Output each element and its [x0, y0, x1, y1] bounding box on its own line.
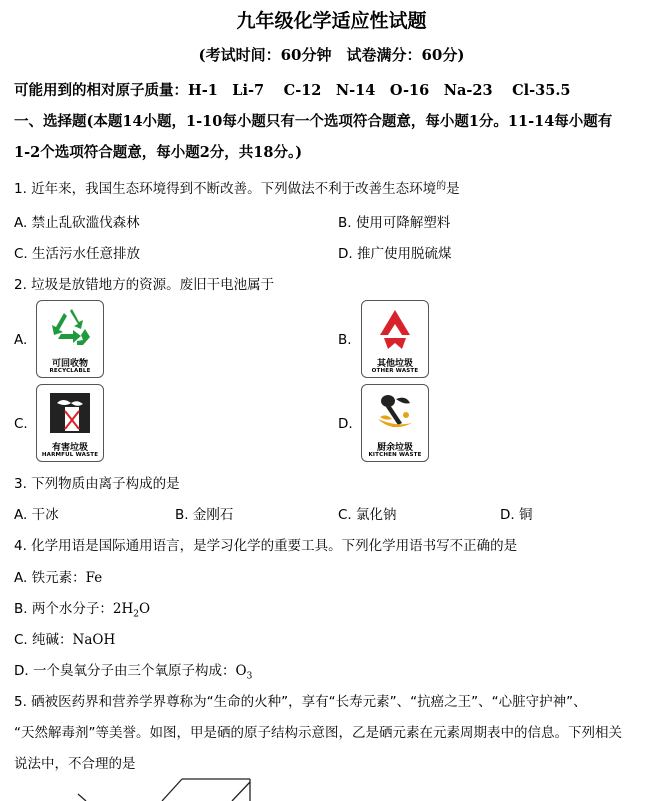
question-5-stem-line3: 说法中，不合理的是: [14, 756, 136, 772]
question-1-option-a: A. 禁止乱砍滥伐森林: [14, 215, 140, 231]
question-1-stem-text: 1. 近年来，我国生态环境得到不断改善。下列做法不利于改善生态环境: [14, 181, 437, 197]
question-1-option-b: B. 使用可降解塑料: [338, 215, 451, 231]
water-formula-pre: 2H: [112, 601, 134, 617]
question-1-stem-end: 是: [446, 181, 460, 197]
kitchen-waste-label: 厨余垃圾: [376, 443, 413, 453]
iron-symbol: Fe: [85, 570, 103, 586]
other-waste-label-en: OTHER WASTE: [371, 368, 419, 374]
question-4-stem: 4. 化学用语是国际通用语言，是学习化学的重要工具。下列化学用语书写不正确的是: [14, 538, 518, 554]
question-2-option-a: A.: [14, 332, 28, 348]
question-4-option-b-text: B. 两个水分子：: [14, 601, 113, 617]
question-3-stem: 3. 下列物质由离子构成的是: [14, 476, 180, 492]
water-formula-sub: 2: [133, 609, 139, 620]
harmful-waste-label-en: HARMFUL WASTE: [41, 452, 99, 458]
question-3-option-c: C. 氯化钠: [338, 507, 397, 523]
harmful-waste-label: 有害垃圾: [51, 443, 88, 453]
section-one-heading-cont: 1-2个选项符合题意，每小题2分，共18分。): [14, 144, 303, 161]
selenium-figure-partial: [60, 776, 280, 801]
question-4-option-a-text: A. 铁元素：: [14, 570, 86, 586]
ozone-formula-sub: 3: [246, 671, 253, 682]
question-4-option-b: [14, 597, 150, 620]
question-3-option-b: B. 金刚石: [175, 507, 234, 523]
kitchen-waste-icon: [366, 389, 424, 437]
harmful-waste-icon: [41, 389, 99, 437]
water-formula-post: O: [138, 601, 151, 617]
recyclable-label: 可回收物: [51, 359, 88, 369]
ozone-formula: [235, 663, 253, 682]
question-2-option-b: B.: [338, 332, 352, 348]
question-1-option-c: C. 生活污水任意排放: [14, 246, 141, 262]
question-2-option-d: D.: [338, 416, 353, 432]
atomic-masses: 可能用到的相对原子质量：H-1 Li-7 C-12 N-14 O-16 Na-23 Cl-35.5: [14, 82, 571, 99]
question-5-stem-line1: 5. 硒被医药界和营养学界尊称为“生命的火种”，享有“长寿元素”、“抗癌之王”、“心脏守护神”、: [14, 694, 587, 710]
question-2-stem: 2. 垃圾是放错地方的资源。废旧干电池属于: [14, 277, 275, 293]
other-waste-bin-sign: [361, 300, 429, 378]
question-4-option-a: [14, 566, 102, 586]
question-1-stem: [14, 177, 460, 197]
ozone-formula-pre: O: [235, 663, 247, 679]
question-3-option-d: D. 铜: [500, 507, 533, 523]
question-4-option-c-text: C. 纯碱：: [14, 632, 73, 648]
kitchen-waste-label-en: KITCHEN WASTE: [368, 452, 422, 458]
kitchen-waste-bin-sign: [361, 384, 429, 462]
exam-info: (考试时间：60分钟 试卷满分：60分): [198, 46, 465, 64]
question-1-stem-sup: 的: [436, 181, 447, 192]
page-title: 九年级化学适应性试题: [236, 10, 427, 32]
water-formula: [112, 601, 151, 620]
question-4-option-c: [14, 628, 115, 648]
recycle-icon: [41, 305, 99, 353]
harmful-waste-bin-sign: [36, 384, 104, 462]
sodium-hydroxide-formula: NaOH: [72, 632, 116, 648]
other-waste-label: 其他垃圾: [376, 359, 413, 369]
recyclable-bin-sign: [36, 300, 104, 378]
other-waste-icon: [366, 305, 424, 353]
section-one-heading: 一、选择题(本题14小题，1-10每小题只有一个选项符合题意，每小题1分。11-14每小题有: [14, 113, 613, 130]
question-4-option-d: [14, 659, 252, 682]
question-1-option-d: D. 推广使用脱硫煤: [338, 246, 452, 262]
recyclable-label-en: RECYCLABLE: [49, 368, 91, 374]
question-2-option-c: C.: [14, 416, 28, 432]
question-5-stem-line2: “天然解毒剂”等美誉。如图，甲是硒的原子结构示意图，乙是硒元素在元素周期表中的信息。下列相关: [14, 725, 622, 741]
question-3-option-a: A. 干冰: [14, 507, 59, 523]
question-4-option-d-text: D. 一个臭氧分子由三个氧原子构成：: [14, 663, 236, 679]
